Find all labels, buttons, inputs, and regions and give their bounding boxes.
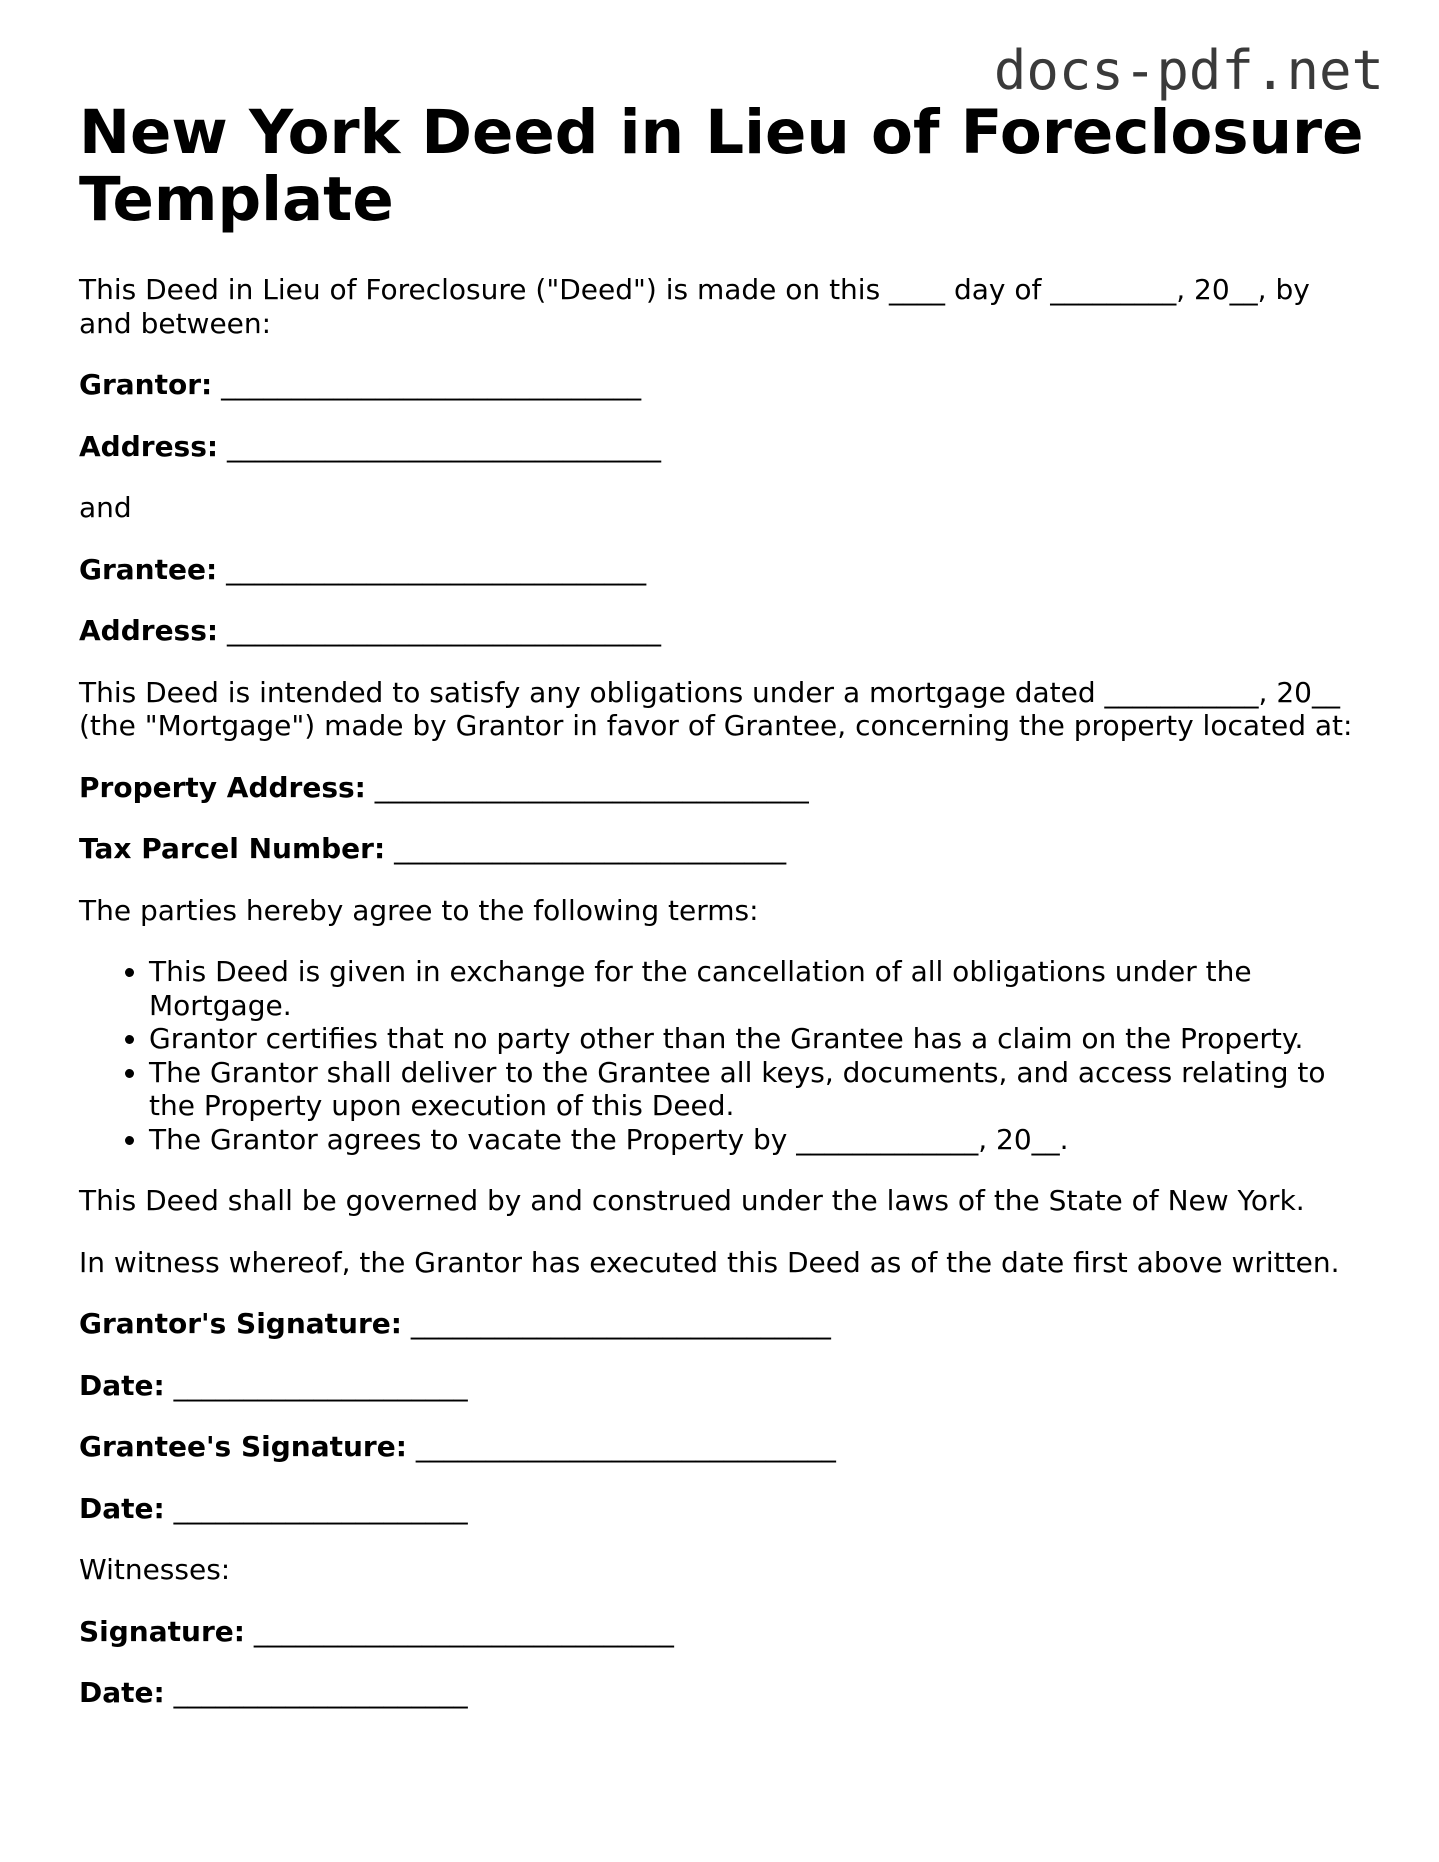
grantor-date-label: Date: — [79, 1368, 165, 1402]
grantee-date-blank: _____________________ — [173, 1491, 468, 1525]
grantor-signature-blank: ______________________________ — [410, 1307, 831, 1340]
grantee-address-label: Address: — [79, 614, 219, 647]
tax-parcel-field — [79, 832, 1369, 866]
document-title: New York Deed in Lieu of Foreclosure Template — [79, 97, 1364, 235]
grantee-signature-blank: ______________________________ — [415, 1430, 836, 1463]
terms-intro: The parties hereby agree to the following terms: — [79, 893, 759, 927]
list-item: • Grantor certifies that no party other than the Grantee has a claim on the Property. — [149, 1022, 1369, 1056]
witness-signature-label: Signature: — [79, 1614, 245, 1648]
intro-paragraph: This Deed in Lieu of Foreclosure ("Deed") is made on this ____ day of _________, 20__, by and between: — [79, 273, 1310, 340]
grantor-date-field — [79, 1369, 1369, 1403]
grantor-signature-field — [79, 1307, 1369, 1341]
grantee-date-label: Date: — [79, 1491, 165, 1525]
grantor-address-blank: _______________________________ — [227, 429, 661, 463]
grantee-field — [79, 553, 1369, 587]
list-item: • This Deed is given in exchange for the cancellation of all obligations under the Mortgage. — [149, 955, 1369, 1022]
grantee-address-field — [79, 614, 1369, 648]
grantor-address-field — [79, 430, 1369, 464]
witness-date-field — [79, 1676, 1369, 1710]
witness-date-blank: _____________________ — [173, 1676, 468, 1709]
grantee-signature-field — [79, 1430, 1369, 1464]
terms-list — [79, 955, 1369, 1156]
witnesses-label: Witnesses: — [79, 1553, 231, 1586]
property-address-blank: _______________________________ — [374, 770, 809, 804]
grantee-signature-label: Grantee's Signature: — [79, 1430, 407, 1463]
witness-signature-field — [79, 1615, 1369, 1649]
mortgage-paragraph: This Deed is intended to satisfy any obligations under a mortgage dated ___________, 20__ (the "Mortgage") made by Grantor in favor of Grantee, concerning the property located at: — [79, 675, 1353, 742]
document-body — [79, 273, 1369, 1738]
grantee-date-field — [79, 1492, 1369, 1526]
grantor-label: Grantor: — [79, 368, 213, 401]
grantor-date-blank: _____________________ — [173, 1368, 468, 1402]
list-item: • The Grantor shall deliver to the Grantee all keys, documents, and access relating to the Property upon execution of this Deed. — [149, 1056, 1369, 1123]
witness-date-label: Date: — [79, 1676, 165, 1709]
list-item: • The Grantor agrees to vacate the Property by _____________, 20__. — [149, 1123, 1369, 1157]
property-address-label: Property Address: — [79, 770, 366, 804]
grantor-address-label: Address: — [79, 429, 219, 463]
tax-parcel-blank: ____________________________ — [394, 832, 787, 865]
property-address-field — [79, 771, 1369, 805]
and-text: and — [79, 491, 132, 524]
witness-clause: In witness whereof, the Grantor has executed this Deed as of the date first above written. — [79, 1245, 1340, 1279]
grantor-field — [79, 368, 1369, 402]
watermark-logo: docs-pdf.net — [993, 39, 1384, 102]
tax-parcel-label: Tax Parcel Number: — [79, 832, 386, 865]
witness-signature-blank: ______________________________ — [253, 1614, 674, 1648]
governing-law-paragraph: This Deed shall be governed by and construed under the laws of the State of New York. — [79, 1184, 1305, 1217]
grantee-label: Grantee: — [79, 552, 218, 586]
grantee-address-blank: _______________________________ — [227, 614, 661, 647]
grantor-blank: ______________________________ — [221, 368, 642, 401]
grantor-signature-label: Grantor's Signature: — [79, 1307, 402, 1340]
grantee-blank: ______________________________ — [226, 552, 647, 586]
